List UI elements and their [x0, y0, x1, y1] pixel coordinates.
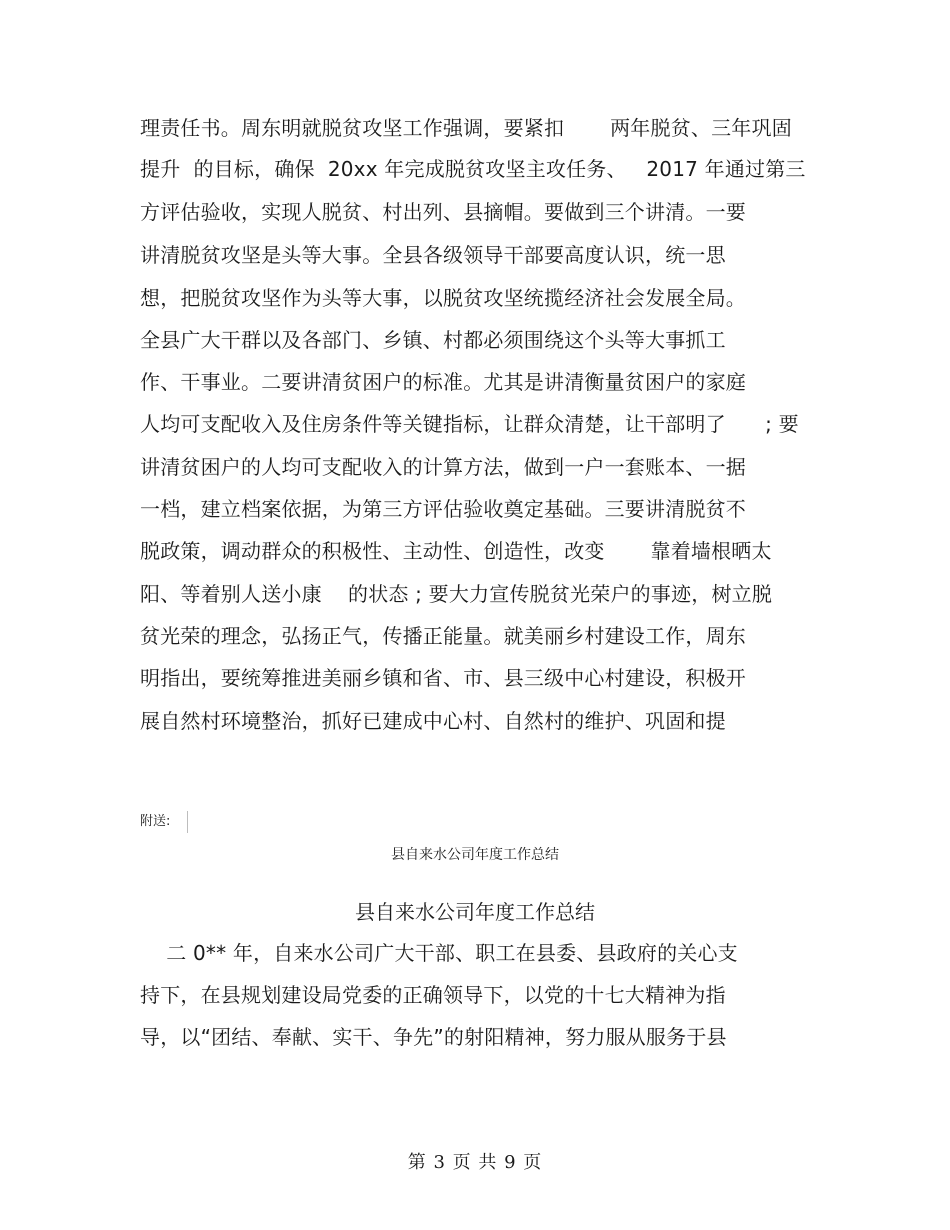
body-line-10: 一档，建立档案依据，为第三方评估验收奠定基础。三要讲清脱贫不: [140, 497, 746, 521]
attachment-divider: [187, 811, 188, 833]
body-line-7: 作、干事业。二要讲清贫困户的标准。尤其是讲清衡量贫困户的家庭: [140, 370, 746, 394]
body-line-9: 讲清贫困户的人均可支配收入的计算方法，做到一户一套账本、一据: [140, 455, 746, 479]
summary-line-2: 持下，在县规划建设局党委的正确领导下，以党的十七大精神为指: [140, 983, 726, 1007]
body-line-1: 理责任书。周东明就脱贫攻坚工作强调，要紧扣 两年脱贫、三年巩固: [140, 116, 792, 140]
body-line-2: 提升 的目标，确保 20xx 年完成脱贫攻坚主攻任务、 2017 年通过第三: [140, 157, 806, 181]
body-line-13: 贫光荣的理念，弘扬正气，传播正能量。就美丽乡村建设工作，周东: [140, 624, 746, 648]
summary-line-3: 导，以“团结、奉献、实干、争先”的射阳精神，努力服从服务于县: [140, 1025, 727, 1049]
body-line-4: 讲清脱贫攻坚是头等大事。全县各级领导干部要高度认识，统一思: [140, 243, 726, 267]
body-line-15: 展自然村环境整治，抓好已建成中心村、自然村的维护、巩固和提: [140, 709, 726, 733]
body-line-8: 人均可支配收入及住房条件等关键指标，让群众清楚，让干部明了 ; 要: [140, 412, 799, 436]
document-title: 县自来水公司年度工作总结: [355, 900, 595, 924]
page-number-footer: 第 3 页 共 9 页: [407, 1152, 543, 1173]
body-line-3: 方评估验收，实现人脱贫、村出列、县摘帽。要做到三个讲清。一要: [140, 200, 746, 224]
body-line-5: 想，把脱贫攻坚作为头等大事，以脱贫攻坚统揽经济社会发展全局。: [140, 286, 746, 310]
summary-line-1: 二 0** 年，自来水公司广大干部、职工在县委、县政府的关心支: [140, 941, 738, 965]
body-line-11: 脱政策，调动群众的积极性、主动性、创造性，改变 靠着墙根晒太: [140, 539, 772, 563]
attachment-heading: 县自来水公司年度工作总结: [391, 847, 559, 863]
body-line-6: 全县广大干群以及各部门、乡镇、村都必须围绕这个头等大事抓工: [140, 328, 726, 352]
body-line-12: 阳、等着别人送小康 的状态 ; 要大力宣传脱贫光荣户的事迹，树立脱: [140, 582, 773, 606]
body-line-14: 明指出，要统筹推进美丽乡镇和省、市、县三级中心村建设，积极开: [140, 666, 746, 690]
attachment-label: 附送:: [140, 814, 171, 829]
